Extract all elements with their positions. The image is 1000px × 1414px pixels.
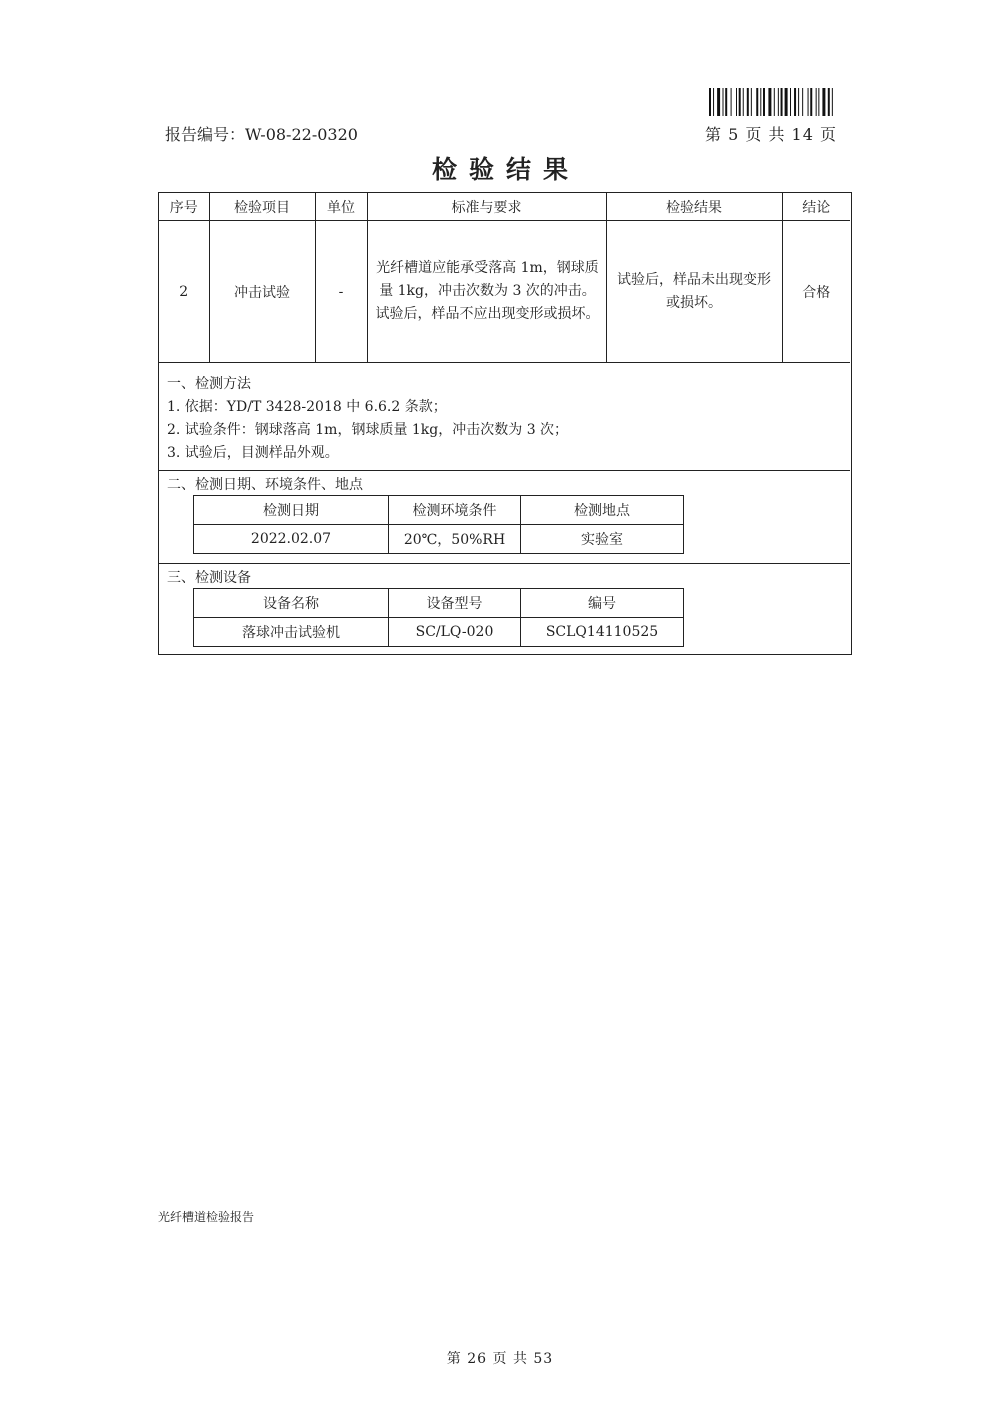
equipment-header-name: 设备名称 <box>194 589 389 618</box>
header-result: 检验结果 <box>606 193 782 221</box>
header-unit: 单位 <box>315 193 367 221</box>
header-standard: 标准与要求 <box>367 193 606 221</box>
header-item: 检验项目 <box>209 193 315 221</box>
conditions-location: 实验室 <box>521 525 684 554</box>
cell-unit: - <box>315 221 367 363</box>
method-item-2: 2. 试验条件：钢球落高 1m，钢球质量 1kg，冲击次数为 3 次； <box>167 422 569 438</box>
method-item-1: 1. 依据：YD/T 3428-2018 中 6.6.2 条款； <box>167 399 447 415</box>
header-conclusion: 结论 <box>782 193 850 221</box>
conditions-date: 2022.02.07 <box>194 525 389 554</box>
equipment-header-model: 设备型号 <box>389 589 521 618</box>
conditions-table <box>193 495 684 554</box>
method-section <box>159 363 850 471</box>
method-item-3: 3. 试验后，目测样品外观。 <box>167 445 339 461</box>
equipment-section <box>159 563 850 656</box>
equipment-title: 三、检测设备 <box>167 570 251 586</box>
page-title: 检验结果 <box>431 155 580 184</box>
equipment-name: 落球冲击试验机 <box>194 618 389 647</box>
conditions-header-location: 检测地点 <box>521 496 684 525</box>
equipment-number: SCLQ14110525 <box>521 618 684 647</box>
main-result-table <box>159 193 850 363</box>
equipment-table <box>193 588 684 647</box>
header-index: 序号 <box>159 193 209 221</box>
footer-report-name: 光纤槽道检验报告 <box>158 1210 255 1224</box>
equipment-header-number: 编号 <box>521 589 684 618</box>
method-title: 一、检测方法 <box>167 376 251 392</box>
equipment-model: SC/LQ-020 <box>389 618 521 647</box>
cell-item: 冲击试验 <box>209 221 315 363</box>
cell-result: 试验后，样品未出现变形或损坏。 <box>606 221 782 363</box>
conditions-header-env: 检测环境条件 <box>389 496 521 525</box>
conditions-section <box>159 470 850 565</box>
cell-conclusion: 合格 <box>782 221 850 363</box>
cell-standard: 光纤槽道应能承受落高 1m，钢球质量 1kg，冲击次数为 3 次的冲击。试验后，样品不应出现变形或损坏。 <box>367 221 606 363</box>
conditions-header-date: 检测日期 <box>194 496 389 525</box>
footer-page-number: 第 26 页 共 53 <box>446 1351 554 1367</box>
page-info: 第 5 页 共 14 页 <box>705 125 837 144</box>
barcode <box>709 88 871 116</box>
cell-index: 2 <box>159 221 209 363</box>
result-frame <box>158 192 852 655</box>
report-number: 报告编号：W-08-22-0320 <box>165 125 358 144</box>
conditions-title: 二、检测日期、环境条件、地点 <box>167 477 363 493</box>
conditions-env: 20℃，50%RH <box>389 525 521 554</box>
